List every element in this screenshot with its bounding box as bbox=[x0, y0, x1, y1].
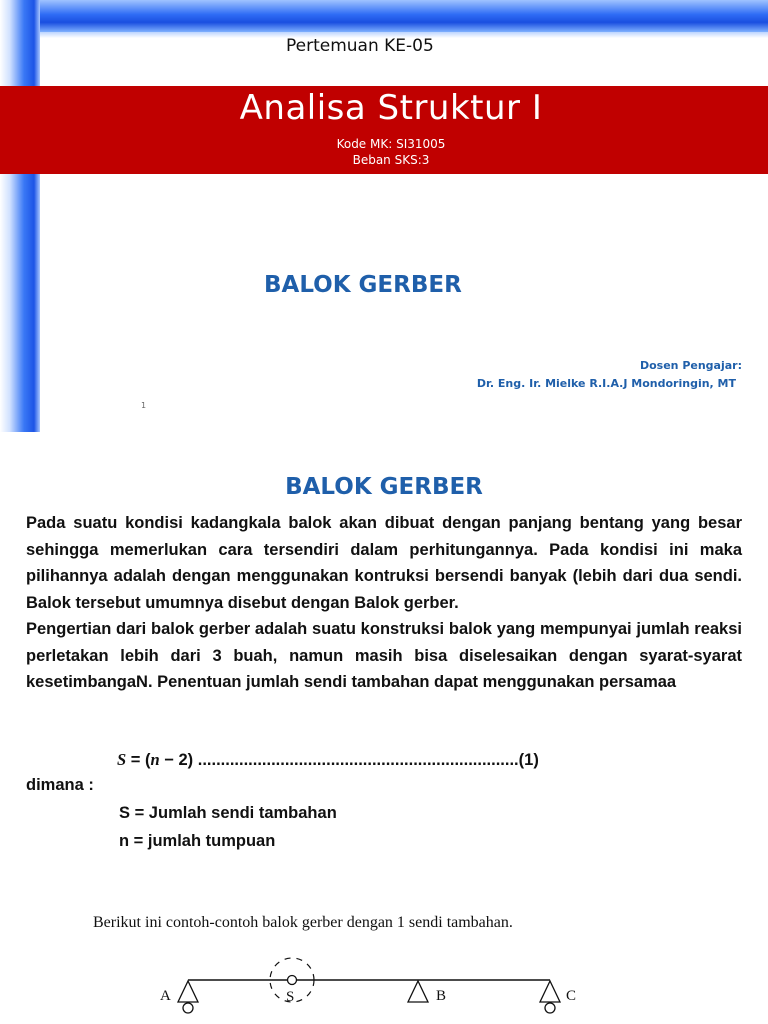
paragraph-2: Pengertian dari balok gerber adalah suatu konstruksi balok yang mempunyai jumlah reaksi perletakan lebih dari 3 buah, namun masih bisa diselesaikan dengan syarat-syarat kesetimbangaN. Penentuan jumlah sendi tambahan dapat menggunakan persamaa bbox=[26, 620, 742, 691]
course-info bbox=[0, 136, 768, 168]
section-heading: BALOK GERBER bbox=[285, 474, 483, 500]
content-slide bbox=[0, 432, 768, 1024]
label-b: B bbox=[436, 988, 447, 1004]
lecturer-name: Dr. Eng. Ir. Mielke R.I.A.J Mondoringin, MT bbox=[476, 377, 736, 390]
label-a: A bbox=[160, 988, 171, 1004]
title-slide bbox=[0, 0, 768, 432]
page-number: 1 bbox=[141, 401, 147, 410]
support-c-icon bbox=[540, 981, 560, 1002]
hinge-s-icon bbox=[288, 976, 297, 985]
left-blue-bar bbox=[0, 0, 40, 432]
course-code: Kode MK: SI31005 bbox=[336, 137, 446, 151]
label-c: C bbox=[566, 988, 577, 1004]
equation-var: n bbox=[150, 750, 160, 769]
support-a-icon bbox=[178, 981, 198, 1002]
support-a-roller-icon bbox=[183, 1003, 193, 1013]
definition-s: S = Jumlah sendi tambahan bbox=[119, 804, 337, 822]
support-c-roller-icon bbox=[545, 1003, 555, 1013]
lecturer-label: Dosen Pengajar: bbox=[639, 359, 742, 372]
course-title: Analisa Struktur I bbox=[239, 88, 543, 128]
topic-title: BALOK GERBER bbox=[264, 272, 462, 298]
support-b-icon bbox=[408, 981, 428, 1002]
gerber-beam-diagram bbox=[150, 944, 590, 1024]
example-caption: Berikut ini contoh-contoh balok gerber dengan 1 sendi tambahan. bbox=[93, 914, 513, 931]
meeting-label: Pertemuan KE-05 bbox=[286, 36, 434, 56]
equation-equals: = ( bbox=[126, 751, 151, 769]
equation-lhs: S bbox=[117, 750, 127, 769]
definition-n: n = jumlah tumpuan bbox=[119, 832, 276, 850]
body-text bbox=[26, 510, 742, 696]
equation-rest: − 2) ......................................................................(1) bbox=[159, 751, 539, 769]
top-blue-band bbox=[0, 0, 768, 32]
equation bbox=[117, 750, 539, 770]
paragraph-1: Pada suatu kondisi kadangkala balok akan dibuat dengan panjang bentang yang besar sehingga memerlukan cara tersendiri dalam perhitungannya. Pada kondisi ini maka pilihannya adalah dengan menggunakan kontruksi bersendi banyak (lebih dari dua sendi. Balok tersebut umumnya disebut dengan Balok gerber. bbox=[26, 514, 742, 612]
course-credits: Beban SKS:3 bbox=[352, 153, 430, 167]
label-s: S bbox=[286, 989, 295, 1005]
dimana-label: dimana : bbox=[26, 776, 94, 794]
